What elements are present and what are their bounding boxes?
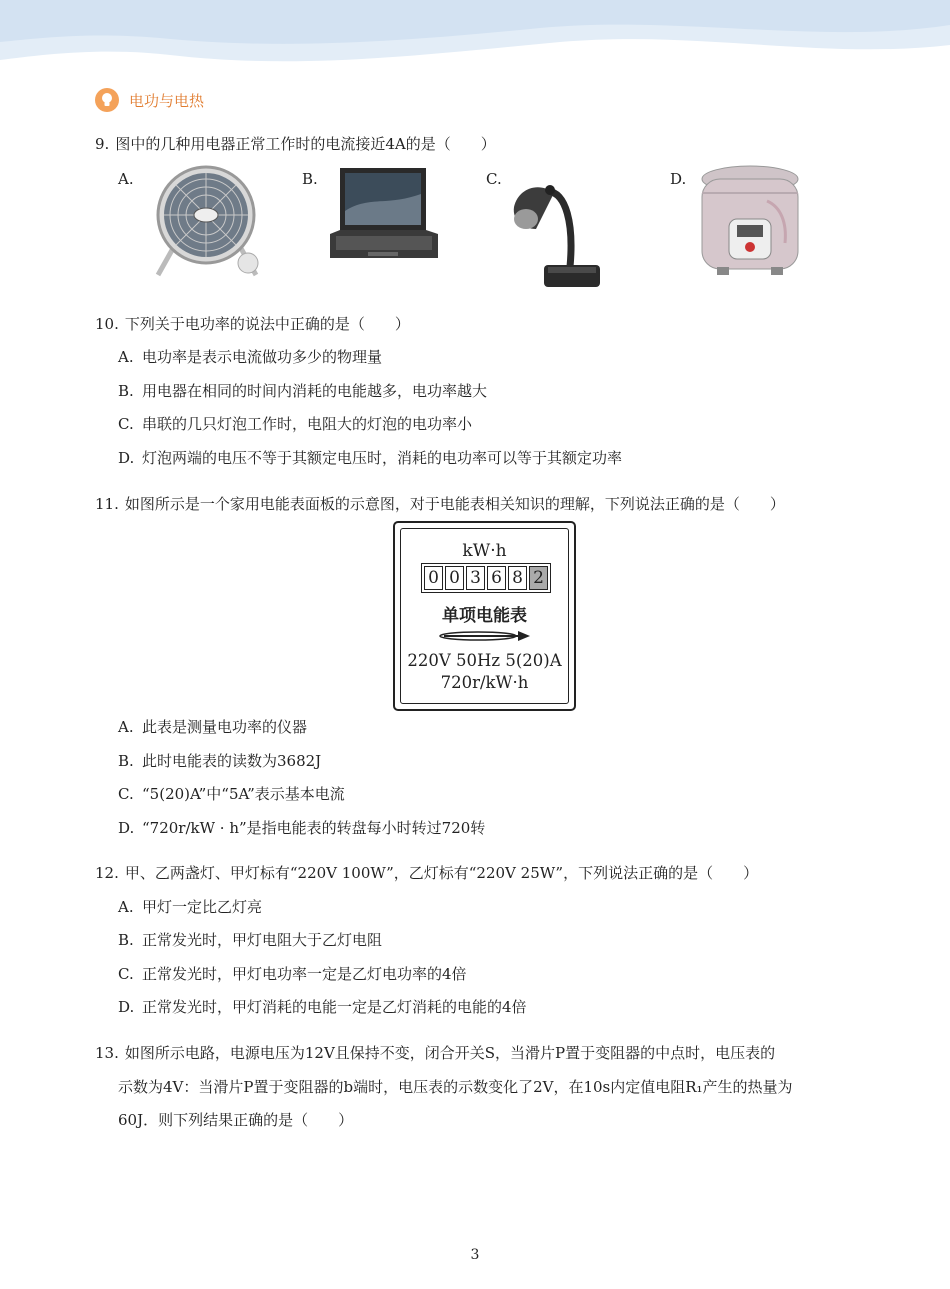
meter-spec: 220V 50Hz 5(20)A <box>407 651 562 670</box>
option-letter: A. <box>118 898 134 916</box>
option-b <box>118 380 487 402</box>
option-letter: C. <box>486 170 502 188</box>
question-9 <box>95 133 496 155</box>
question-text: 图中的几种用电器正常工作时的电流接近4A的是（ ） <box>115 135 496 153</box>
option-a <box>118 716 307 738</box>
energy-meter-figure <box>393 521 576 711</box>
option-c <box>118 963 467 985</box>
laptop-icon <box>328 166 440 262</box>
question-text-line-3: 60J．则下列结果正确的是（ ） <box>118 1111 354 1129</box>
option-d <box>118 447 622 469</box>
question-number: 10. <box>95 315 119 333</box>
question-text-line-2: 示数为4V：当滑片P置于变阻器的b端时，电压表的示数变化了2V，在10s内定值电阻R₁产生的热量为 <box>118 1078 793 1096</box>
question-number: 11. <box>95 495 119 513</box>
section-title: 电功与电热 <box>129 91 205 110</box>
option-text: “5(20)A”中“5A”表示基本电流 <box>142 785 345 803</box>
option-b <box>118 929 382 951</box>
meter-panel <box>400 528 569 704</box>
option-text: 串联的几只灯泡工作时，电阻大的灯泡的电功率小 <box>142 415 473 433</box>
option-letter: B. <box>118 752 134 770</box>
question-13 <box>95 1042 775 1064</box>
page-number: 3 <box>470 1247 480 1263</box>
option-b <box>118 750 321 772</box>
meter-digit: 0 <box>445 566 464 590</box>
option-c <box>118 413 472 435</box>
option-text: 正常发光时，甲灯消耗的电能一定是乙灯消耗的电能的4倍 <box>142 998 527 1016</box>
option-d <box>118 996 527 1018</box>
option-text: 此表是测量电功率的仪器 <box>142 718 308 736</box>
question-12 <box>95 862 758 884</box>
option-text: “720r/kW · h”是指电能表的转盘每小时转过720转 <box>142 819 486 837</box>
option-letter: D. <box>118 998 135 1016</box>
rice-cooker-icon <box>697 163 803 281</box>
option-a <box>118 896 262 918</box>
option-letter: C. <box>118 965 134 983</box>
meter-digit: 3 <box>466 566 485 590</box>
option-letter: C. <box>118 785 134 803</box>
meter-digit: 0 <box>424 566 443 590</box>
option-c <box>118 783 345 805</box>
meter-digit: 6 <box>487 566 506 590</box>
option-text: 正常发光时，甲灯电阻大于乙灯电阻 <box>142 931 383 949</box>
option-d <box>118 817 485 839</box>
option-letter: B. <box>118 931 134 949</box>
question-text: 如图所示是一个家用电能表面板的示意图，对于电能表相关知识的理解，下列说法正确的是（ ） <box>124 495 785 513</box>
option-a <box>118 346 382 368</box>
rotation-arrow-icon <box>438 629 534 643</box>
meter-rate: 720r/kW·h <box>440 673 529 692</box>
option-text: 正常发光时，甲灯电功率一定是乙灯电功率的4倍 <box>142 965 467 983</box>
meter-unit: kW·h <box>462 541 507 561</box>
option-letter: A. <box>118 170 134 188</box>
question-11 <box>95 493 785 515</box>
option-text: 用电器在相同的时间内消耗的电能越多，电功率越大 <box>142 382 488 400</box>
option-letter: A. <box>118 348 134 366</box>
question-text: 下列关于电功率的说法中正确的是（ ） <box>124 315 410 333</box>
question-text-line-1: 如图所示电路，电源电压为12V且保持不变，闭合开关S，当滑片P置于变阻器的中点时，电压表的 <box>124 1044 776 1062</box>
meter-type: 单项电能表 <box>442 606 527 626</box>
question-number: 12. <box>95 864 119 882</box>
desk-lamp-icon <box>508 163 604 291</box>
option-letter: B. <box>118 382 134 400</box>
meter-digit-decimal: 2 <box>529 566 548 590</box>
option-letter: D. <box>118 449 135 467</box>
option-letter: C. <box>118 415 134 433</box>
option-text: 甲灯一定比乙灯亮 <box>142 898 263 916</box>
option-letter: A. <box>118 718 134 736</box>
option-letter: D. <box>118 819 135 837</box>
option-letter: D. <box>670 170 687 188</box>
option-text: 此时电能表的读数为3682J <box>142 752 322 770</box>
option-text: 电功率是表示电流做功多少的物理量 <box>142 348 383 366</box>
option-text: 灯泡两端的电压不等于其额定电压时，消耗的电功率可以等于其额定功率 <box>142 449 623 467</box>
question-number: 13. <box>95 1044 119 1062</box>
meter-digit: 8 <box>508 566 527 590</box>
question-number: 9. <box>95 135 110 153</box>
electric-fan-icon <box>148 163 266 283</box>
option-letter: B. <box>302 170 318 188</box>
bulb-icon <box>95 88 119 112</box>
question-text: 甲、乙两盏灯、甲灯标有“220V 100W”，乙灯标有“220V 25W”，下列说法正确的是（ ） <box>124 864 759 882</box>
meter-digits <box>421 563 551 593</box>
question-10 <box>95 313 410 335</box>
header-wave <box>0 0 950 80</box>
section-header <box>95 88 204 112</box>
